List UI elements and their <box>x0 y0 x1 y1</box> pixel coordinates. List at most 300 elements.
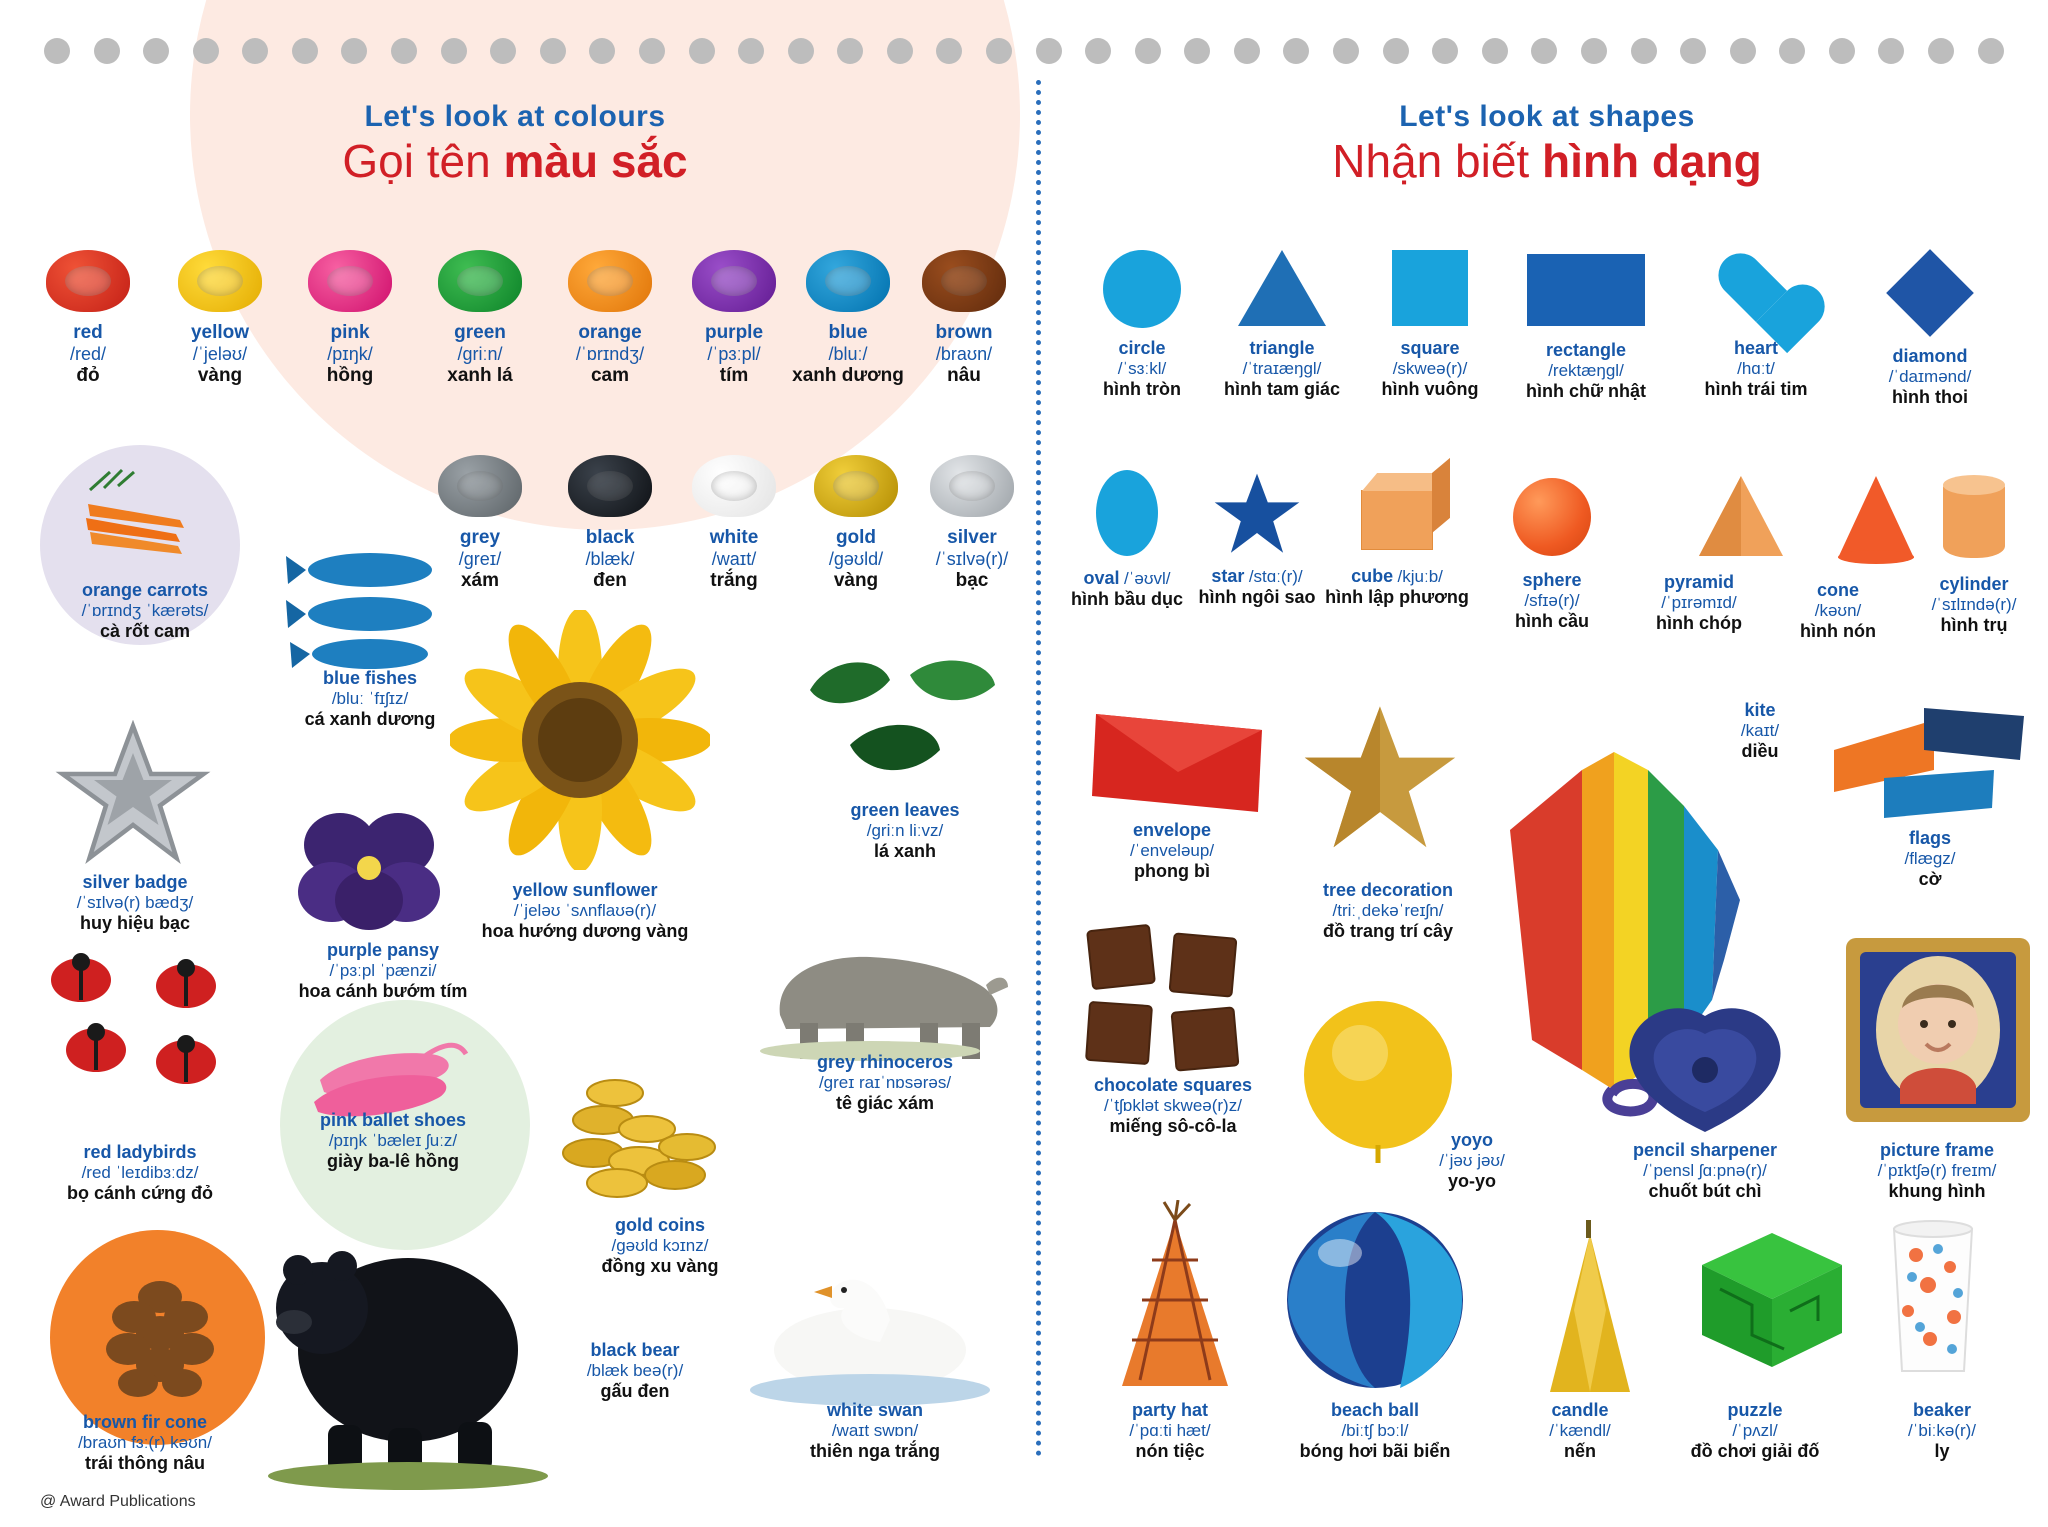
cone-icon <box>1838 476 1914 558</box>
punch-hole <box>1482 38 1508 64</box>
colour-vi: cam <box>590 365 630 386</box>
colour-vi: nâu <box>947 365 981 386</box>
label-flags <box>1830 828 2030 890</box>
label-pink-ballet-shoes <box>268 1110 518 1172</box>
item-ipa: /kaɪt/ <box>1740 721 1780 740</box>
candle-illustration <box>1520 1220 1660 1400</box>
colour-ipa: /greɪ/ <box>458 549 502 569</box>
item-ipa: /ˈjeləʊ ˈsʌnflaʊə(r)/ <box>513 901 657 920</box>
punch-hole <box>391 38 417 64</box>
label-green-leaves <box>790 800 1020 862</box>
heart-icon <box>1714 250 1798 326</box>
cube-icon <box>1361 490 1433 550</box>
shape-ipa: /ˈpɪrəmɪd/ <box>1661 593 1737 612</box>
item-ipa: /ˈpʌzl/ <box>1732 1421 1778 1440</box>
item-ipa: /red ˈleɪdibɜːdz/ <box>81 1163 199 1182</box>
tree-decoration-illustration <box>1300 700 1460 860</box>
green-leaves-illustration <box>790 650 1020 800</box>
punch-hole <box>1283 38 1309 64</box>
shape-ipa: /hɑːt/ <box>1737 359 1775 378</box>
shape-cone <box>1768 470 1908 642</box>
shape-word: diamond <box>1892 346 1968 366</box>
item-ipa: /ˈjəʊ jəʊ/ <box>1439 1151 1505 1170</box>
purple-pansy-illustration <box>290 800 450 940</box>
item-word: pencil sharpener <box>1632 1140 1778 1160</box>
punch-hole <box>540 38 566 64</box>
label-chocolate-squares <box>1048 1075 1298 1137</box>
punch-holes <box>44 38 2004 64</box>
label-white-swan <box>760 1400 990 1462</box>
punch-hole <box>1184 38 1210 64</box>
beach-ball-illustration <box>1280 1205 1470 1395</box>
colours-heading-vi-b: màu sắc <box>503 135 688 187</box>
paint-swirl-icon <box>438 250 522 312</box>
item-vi: diều <box>1741 741 1779 761</box>
star-icon <box>1209 470 1305 560</box>
punch-hole <box>837 38 863 64</box>
shape-cube <box>1322 470 1472 608</box>
page-divider <box>1036 80 1041 1457</box>
colour-vi: vàng <box>197 365 243 386</box>
colour-ipa: /gəʊld/ <box>828 549 884 569</box>
label-party-hat <box>1070 1400 1270 1462</box>
brown-fir-cone-illustration <box>80 1255 240 1415</box>
punch-hole <box>788 38 814 64</box>
shape-vi: hình lập phương <box>1325 587 1469 607</box>
item-word: gold coins <box>615 1215 705 1235</box>
item-vi: ly <box>1934 1441 1950 1461</box>
item-vi: bóng hơi bãi biển <box>1299 1441 1451 1461</box>
shape-ipa: /sfɪə(r)/ <box>1524 591 1580 610</box>
colour-brown <box>896 250 1032 387</box>
item-vi: khung hình <box>1888 1181 1986 1201</box>
colour-vi: đỏ <box>76 365 100 386</box>
punch-hole <box>242 38 268 64</box>
shapes-heading-vi <box>1046 134 2048 188</box>
colour-word: orange <box>578 322 642 343</box>
item-word: green leaves <box>850 800 960 820</box>
shape-vi: hình tròn <box>1103 379 1181 399</box>
item-vi: đồng xu vàng <box>601 1256 719 1276</box>
shape-word: sphere <box>1522 570 1582 590</box>
colour-red <box>16 250 160 387</box>
sphere-icon <box>1513 478 1591 556</box>
item-ipa: /flægz/ <box>1904 849 1956 868</box>
colour-ipa: /red/ <box>69 344 107 364</box>
item-ipa: /triːˌdekəˈreɪʃn/ <box>1332 901 1444 920</box>
item-ipa: /ˈpensl ʃɑːpnə(r)/ <box>1643 1161 1767 1180</box>
item-vi: chuốt bút chì <box>1648 1181 1762 1201</box>
label-pencil-sharpener <box>1590 1140 1820 1202</box>
shape-ipa: /ˈsɪlɪndə(r)/ <box>1931 595 2017 614</box>
shapes-heading-vi-b: hình dạng <box>1541 135 1762 187</box>
item-word: yellow sunflower <box>512 880 658 900</box>
label-envelope <box>1072 820 1272 882</box>
shape-ipa: /ˈəʊvl/ <box>1123 569 1171 588</box>
shape-ipa: /stɑː(r)/ <box>1248 567 1303 586</box>
item-ipa: /ˈpɪktʃə(r) freɪm/ <box>1877 1161 1997 1180</box>
item-ipa: /ˈpɜːpl ˈpænzi/ <box>329 961 437 980</box>
shape-vi: hình chữ nhật <box>1525 381 1647 401</box>
paint-swirl-icon <box>814 455 898 517</box>
shape-ipa: /ˈsɜːkl/ <box>1117 359 1167 378</box>
colour-yellow <box>148 250 292 387</box>
carrots-illustration <box>60 460 230 570</box>
punch-hole <box>936 38 962 64</box>
shape-vi: hình cầu <box>1514 611 1589 631</box>
punch-hole <box>1234 38 1260 64</box>
silver-badge-illustration <box>48 720 218 870</box>
shape-circle <box>1072 250 1212 400</box>
item-ipa: /waɪt swɒn/ <box>831 1421 919 1440</box>
item-vi: cá xanh dương <box>304 709 436 729</box>
item-ipa: /gəʊld kɔɪnz/ <box>611 1236 709 1255</box>
item-vi: lá xanh <box>873 841 937 861</box>
shape-word: cylinder <box>1939 574 2009 594</box>
item-vi: tê giác xám <box>835 1093 935 1113</box>
shape-ipa: /kəʊn/ <box>1814 601 1862 620</box>
colour-ipa: /braʊn/ <box>935 344 993 364</box>
shape-cylinder <box>1904 470 2044 636</box>
punch-hole <box>94 38 120 64</box>
colour-word: black <box>585 527 635 548</box>
oval-icon <box>1096 470 1158 556</box>
item-word: orange carrots <box>81 580 209 600</box>
item-word: white swan <box>826 1400 924 1420</box>
party-hat-illustration <box>1100 1200 1250 1400</box>
punch-hole <box>1829 38 1855 64</box>
colour-vi: hồng <box>326 365 374 386</box>
paint-swirl-icon <box>806 250 890 312</box>
colours-heading-vi-a: Gọi tên <box>342 135 491 187</box>
paint-swirl-icon <box>568 250 652 312</box>
colour-word: blue <box>828 322 868 343</box>
punch-hole <box>292 38 318 64</box>
item-word: silver badge <box>82 872 188 892</box>
sunflower-illustration <box>450 610 710 870</box>
shape-ipa: /kjuːb/ <box>1397 567 1443 586</box>
item-word: black bear <box>590 1340 680 1360</box>
shape-word: circle <box>1118 338 1166 358</box>
shape-vi: hình bầu dục <box>1071 589 1183 609</box>
item-vi: gấu đen <box>600 1381 670 1401</box>
paint-swirl-icon <box>308 250 392 312</box>
shape-vi: hình chóp <box>1656 613 1742 633</box>
item-word: brown fir cone <box>82 1412 207 1432</box>
label-purple-pansy <box>268 940 498 1002</box>
colour-ipa: /waɪt/ <box>711 549 757 569</box>
item-vi: trái thông nâu <box>85 1453 205 1473</box>
item-ipa: /biːtʃ bɔːl/ <box>1341 1421 1409 1440</box>
punch-hole <box>1531 38 1557 64</box>
colour-orange <box>538 250 682 387</box>
label-brown-fir-cone <box>20 1412 270 1474</box>
item-word: party hat <box>1131 1400 1209 1420</box>
colours-heading-en: Let's look at colours <box>364 100 666 133</box>
colour-vi: bạc <box>955 570 989 591</box>
shape-vi: hình ngôi sao <box>1198 587 1316 607</box>
grey-rhinoceros-illustration <box>750 915 1020 1065</box>
item-word: kite <box>1744 700 1776 720</box>
punch-hole <box>1036 38 1062 64</box>
shape-vi: hình trái tim <box>1704 379 1808 399</box>
shape-oval <box>1062 470 1192 610</box>
label-yellow-sunflower <box>470 880 700 942</box>
item-ipa: /ˈtʃɒklət skweə(r)z/ <box>1104 1096 1242 1115</box>
colours-panel <box>0 100 1030 188</box>
item-vi: huy hiệu bạc <box>79 913 191 933</box>
item-vi: nón tiệc <box>1135 1441 1205 1461</box>
label-picture-frame <box>1822 1140 2048 1202</box>
item-ipa: /ˈbiːkə(r)/ <box>1908 1421 1976 1440</box>
item-vi: đồ chơi giải đố <box>1690 1441 1820 1461</box>
item-ipa: /ˈenveləup/ <box>1129 841 1215 860</box>
colour-vi: xám <box>460 570 500 591</box>
punch-hole <box>1581 38 1607 64</box>
shape-word: cube <box>1351 566 1394 586</box>
item-word: blue fishes <box>322 668 418 688</box>
item-word: candle <box>1551 1400 1609 1420</box>
punch-hole <box>1730 38 1756 64</box>
shape-vi: hình thoi <box>1892 387 1968 407</box>
colour-vi: trắng <box>710 570 758 591</box>
punch-hole <box>1978 38 2004 64</box>
shapes-heading-en: Let's look at shapes <box>1399 100 1695 133</box>
item-ipa: /bluː ˈfɪʃɪz/ <box>331 689 409 708</box>
colour-word: yellow <box>190 322 250 343</box>
colour-vi: vàng <box>833 570 879 591</box>
shape-word-ipa <box>1322 566 1472 587</box>
punch-hole <box>193 38 219 64</box>
shape-word: cone <box>1816 580 1859 600</box>
shape-vi: hình nón <box>1800 621 1876 641</box>
item-word: envelope <box>1132 820 1212 840</box>
colour-ipa: /ˈsɪlvə(r)/ <box>935 549 1009 569</box>
colour-word: white <box>709 527 759 548</box>
colour-word: purple <box>704 322 764 343</box>
paint-swirl-icon <box>692 455 776 517</box>
blue-fishes-illustration <box>280 540 460 670</box>
paint-swirl-icon <box>46 250 130 312</box>
item-ipa: /ˈkændl/ <box>1549 1421 1611 1440</box>
colour-pink <box>278 250 422 387</box>
item-vi: phong bì <box>1134 861 1210 881</box>
item-word: picture frame <box>1879 1140 1995 1160</box>
item-ipa: /pɪŋk ˈbæleɪ ʃuːz/ <box>328 1131 458 1150</box>
item-vi: bọ cánh cứng đỏ <box>66 1183 214 1203</box>
colour-ipa: /blæk/ <box>585 549 635 569</box>
shape-word: heart <box>1733 338 1778 358</box>
item-ipa: /greɪ raɪˈnɒsərəs/ <box>818 1073 952 1092</box>
item-vi: cà rốt cam <box>99 621 191 641</box>
picture-frame-illustration <box>1838 930 2038 1130</box>
white-swan-illustration <box>740 1250 990 1410</box>
punch-hole <box>1779 38 1805 64</box>
item-word: tree decoration <box>1322 880 1454 900</box>
item-ipa: /ˈpɑːti hæt/ <box>1129 1421 1211 1440</box>
circle-icon <box>1103 250 1181 328</box>
punch-hole <box>639 38 665 64</box>
shape-word-ipa <box>1192 566 1322 587</box>
paint-swirl-icon <box>930 455 1014 517</box>
shapes-panel <box>1046 100 2048 188</box>
colour-word: gold <box>835 527 877 548</box>
punch-hole <box>738 38 764 64</box>
item-vi: thiên nga trắng <box>810 1441 940 1461</box>
item-word: yoyo <box>1450 1130 1493 1150</box>
label-grey-rhinoceros <box>760 1052 1010 1114</box>
colour-word: red <box>73 322 103 343</box>
punch-hole <box>341 38 367 64</box>
punch-hole <box>1135 38 1161 64</box>
shape-pyramid <box>1624 470 1774 634</box>
item-vi: đồ trang trí cây <box>1322 921 1454 941</box>
shape-word: pyramid <box>1663 572 1735 592</box>
item-vi: hoa hướng dương vàng <box>481 921 689 941</box>
colour-ipa: /ˈpɜːpl/ <box>707 344 761 364</box>
punch-hole <box>441 38 467 64</box>
item-vi: cờ <box>1918 869 1942 889</box>
item-vi: miếng sô-cô-la <box>1109 1116 1237 1136</box>
puzzle-illustration <box>1672 1215 1852 1385</box>
shape-word: triangle <box>1249 338 1315 358</box>
shape-sphere <box>1482 470 1622 632</box>
item-word: chocolate squares <box>1093 1075 1253 1095</box>
colour-ipa: /ˈɒrɪndʒ/ <box>575 344 645 364</box>
shape-star <box>1192 470 1322 608</box>
item-ipa: /blæk beə(r)/ <box>586 1361 684 1380</box>
shape-heart <box>1674 250 1838 400</box>
colour-word: pink <box>330 322 370 343</box>
colour-word: silver <box>947 527 997 548</box>
shape-word: star <box>1211 566 1245 586</box>
shape-word: square <box>1400 338 1460 358</box>
chocolate-squares-illustration <box>1080 920 1260 1080</box>
colours-heading-vi <box>0 134 1030 188</box>
item-word: grey rhinoceros <box>816 1052 954 1072</box>
item-word: beach ball <box>1330 1400 1420 1420</box>
item-word: puzzle <box>1727 1400 1783 1420</box>
paint-swirl-icon <box>438 455 522 517</box>
shape-ipa: /skweə(r)/ <box>1392 359 1468 378</box>
punch-hole <box>589 38 615 64</box>
colour-vi: tím <box>719 365 749 386</box>
punch-hole <box>1085 38 1111 64</box>
shape-vi: hình vuông <box>1381 379 1479 399</box>
triangle-icon <box>1238 250 1326 326</box>
label-beach-ball <box>1260 1400 1490 1462</box>
label-kite <box>1690 700 1830 762</box>
punch-hole <box>887 38 913 64</box>
item-word: purple pansy <box>326 940 440 960</box>
punch-hole <box>143 38 169 64</box>
paint-swirl-icon <box>568 455 652 517</box>
item-word: red ladybirds <box>83 1142 197 1162</box>
shapes-heading-vi-a: Nhận biết <box>1332 135 1530 187</box>
colour-green <box>408 250 552 387</box>
beaker-illustration <box>1868 1215 1998 1385</box>
punch-hole <box>1383 38 1409 64</box>
shape-vi: hình tam giác <box>1223 379 1340 399</box>
colour-word: brown <box>935 322 993 343</box>
colour-vi: xanh dương <box>792 365 904 386</box>
item-vi: giày ba-lê hồng <box>326 1151 459 1171</box>
envelope-illustration <box>1090 700 1270 830</box>
black-bear-illustration <box>258 1200 548 1490</box>
rectangle-icon <box>1527 254 1645 326</box>
shape-triangle <box>1208 250 1356 400</box>
shape-word-ipa <box>1062 568 1192 589</box>
colour-ipa: /pɪŋk/ <box>327 344 373 364</box>
item-vi: nến <box>1563 1441 1596 1461</box>
shape-ipa: /ˈtraɪæŋgl/ <box>1242 359 1322 378</box>
colour-word: grey <box>459 527 501 548</box>
item-vi: hoa cánh bướm tím <box>298 981 468 1001</box>
label-yoyo <box>1392 1130 1552 1192</box>
label-beaker <box>1862 1400 2022 1462</box>
label-red-ladybirds <box>20 1142 260 1204</box>
punch-hole <box>1333 38 1359 64</box>
item-word: flags <box>1908 828 1951 848</box>
label-black-bear <box>520 1340 750 1402</box>
punch-hole <box>1631 38 1657 64</box>
red-ladybirds-illustration <box>36 950 246 1130</box>
colour-word: green <box>454 322 506 343</box>
colour-vi: đen <box>593 570 627 591</box>
label-silver-badge <box>20 872 250 934</box>
item-ipa: /ˈsɪlvə(r) bædʒ/ <box>76 893 194 912</box>
shape-ipa: /rektæŋgl/ <box>1548 361 1624 380</box>
shape-square <box>1356 250 1504 400</box>
pencil-sharpener-illustration <box>1610 1000 1800 1140</box>
copyright-notice: @ Award Publications <box>40 1493 196 1510</box>
item-ipa: /griːn liːvz/ <box>866 821 944 840</box>
diamond-icon <box>1886 249 1974 337</box>
punch-hole <box>1878 38 1904 64</box>
label-orange-carrots <box>30 580 260 642</box>
colour-silver <box>900 455 1044 592</box>
colour-vi: xanh lá <box>447 365 513 386</box>
gold-coins-illustration <box>555 1075 745 1205</box>
colour-black <box>538 455 682 592</box>
item-ipa: /braʊn fɜː(r) kəʊn/ <box>78 1433 212 1452</box>
item-ipa: /ˈɒrɪndʒ ˈkærəts/ <box>81 601 209 620</box>
punch-hole <box>490 38 516 64</box>
punch-hole <box>986 38 1012 64</box>
punch-hole <box>44 38 70 64</box>
colour-ipa: /bluː/ <box>828 344 868 364</box>
item-vi: yo-yo <box>1447 1171 1496 1191</box>
punch-hole <box>689 38 715 64</box>
item-word: pink ballet shoes <box>319 1110 467 1130</box>
punch-hole <box>1432 38 1458 64</box>
cylinder-icon <box>1943 476 2005 558</box>
shape-vi: hình trụ <box>1940 615 2008 635</box>
colour-ipa: /griːn/ <box>457 344 503 364</box>
colour-ipa: /ˈjeləʊ/ <box>192 344 248 364</box>
shape-diamond <box>1848 250 2012 408</box>
punch-hole <box>1928 38 1954 64</box>
punch-hole <box>1680 38 1706 64</box>
paint-swirl-icon <box>922 250 1006 312</box>
shape-ipa: /ˈdaɪmənd/ <box>1888 367 1972 386</box>
shape-word: rectangle <box>1545 340 1627 360</box>
item-word: beaker <box>1912 1400 1972 1420</box>
label-puzzle <box>1640 1400 1870 1462</box>
paint-swirl-icon <box>178 250 262 312</box>
shape-word: oval <box>1083 568 1120 588</box>
shape-rectangle <box>1504 250 1668 402</box>
